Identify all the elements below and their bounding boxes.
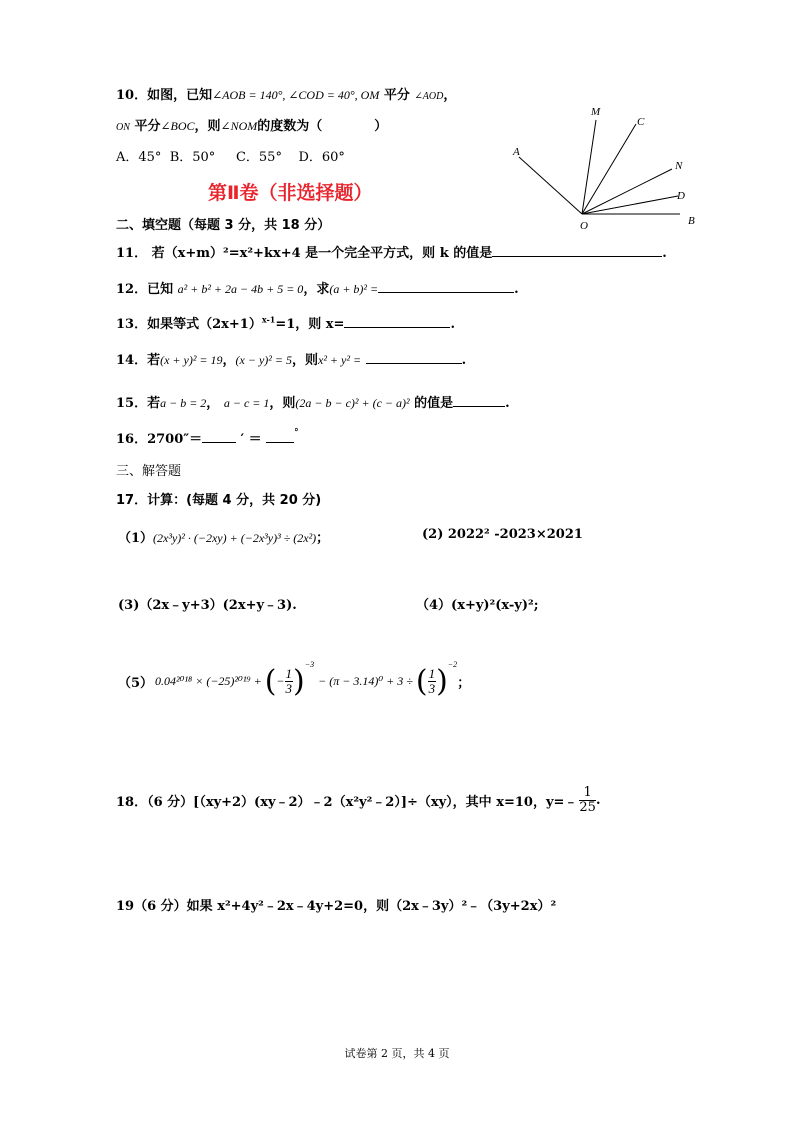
q17-part2: (2) 2022² -2023×2021 — [422, 527, 583, 542]
q16-minutes-blank[interactable] — [202, 430, 236, 443]
q14-eq2: (x − y)² = 5 — [235, 353, 292, 367]
q13-exponent: x-1 — [261, 314, 276, 325]
q13-end: . — [450, 317, 455, 332]
q10-then: ，则 — [194, 119, 221, 134]
label-c: C — [637, 116, 645, 128]
q17-part4: （4）(x+y)²(x-y)²; — [416, 598, 539, 613]
q12-ask: ，求 — [303, 282, 330, 297]
q17-part5 — [118, 660, 471, 699]
q18-end: . — [595, 793, 601, 808]
label-n: N — [675, 160, 683, 172]
q17-p5-expr-a: 0.04²⁰¹⁸ × (−25)²⁰¹⁹ + — [155, 674, 262, 688]
q16-degrees-blank[interactable] — [266, 430, 294, 443]
q17-p5-fraction-1 — [285, 667, 294, 696]
q11-answer-blank[interactable] — [492, 244, 662, 257]
q10-angle-aod: ∠AOD — [414, 91, 444, 102]
q17-p5-minus: − — [276, 674, 285, 688]
q14-then: ，则 — [291, 353, 318, 368]
fraction-numerator: 1 — [285, 666, 293, 681]
q14-eq1: (x + y)² = 19 — [160, 353, 223, 367]
q17-p5-label: （5） — [118, 676, 154, 691]
q17-part1 — [118, 527, 329, 546]
q11-number: 11． — [116, 246, 148, 261]
q15-eq2: a − c = 1 — [223, 396, 270, 410]
q17-p5-exponent-2: −2 — [447, 660, 458, 669]
label-a: A — [513, 146, 520, 158]
ray-od — [582, 196, 678, 214]
q12-expression: (a + b)² = — [329, 282, 379, 296]
q14-expression: x² + y² = — [318, 353, 362, 367]
q15-eq1: a − b = 2 — [160, 396, 207, 410]
left-paren: ( — [264, 664, 277, 699]
q10-comma: ， — [443, 88, 457, 103]
q16-minute-unit: ′ — [240, 432, 245, 447]
fraction-denominator: 3 — [285, 681, 293, 696]
q15-end: . — [505, 396, 510, 411]
part3-heading: 三、解答题 — [116, 464, 182, 479]
section-2-title: 第Ⅱ卷（非选择题） — [208, 182, 373, 204]
q10-line2 — [116, 115, 387, 134]
q10-close-paren: ） — [374, 119, 388, 134]
q15 — [116, 392, 510, 411]
fraction-denominator: 25 — [579, 800, 596, 815]
label-o: O — [580, 220, 588, 232]
label-m: M — [591, 106, 601, 118]
q16 — [116, 428, 299, 447]
fraction-numerator: 1 — [428, 666, 436, 681]
q18-text: 18．（6 分）[（xy+2）(xy﹣2）﹣2（x²y²﹣2）]÷（xy），其中 x=10，y=﹣ — [116, 795, 578, 810]
q15-sep: ， — [206, 396, 220, 411]
right-paren: ) — [293, 664, 305, 699]
page-footer: 试卷第 2 页，共 4 页 — [344, 1047, 450, 1060]
q14-answer-blank[interactable] — [366, 351, 462, 364]
q15-number: 15．若 — [116, 396, 161, 411]
ray-om — [582, 120, 596, 214]
q14-sep: ， — [222, 353, 236, 368]
q12 — [116, 278, 519, 297]
q14-number: 14．若 — [116, 353, 161, 368]
q12-end: . — [514, 282, 519, 297]
q15-expression: (2a − b − c)² + (c − a)² — [295, 396, 410, 410]
q10-angle-nom: ∠NOM — [220, 119, 258, 133]
q15-value-text: 的值是 — [414, 396, 454, 411]
q14 — [116, 349, 466, 368]
q18 — [116, 786, 600, 815]
q10-bisect-text-2: 平分 — [134, 119, 161, 134]
q11-text: 若（x+m）²=x²+kx+4 是一个完全平方式，则 k 的值是 — [151, 246, 493, 261]
q17-part3: (3)（2x﹣y+3）(2x+y﹣3). — [118, 598, 297, 613]
label-b: B — [688, 215, 695, 227]
q17-p5-end: ； — [457, 676, 471, 691]
q10-on: ON — [116, 122, 130, 133]
label-d: D — [677, 190, 685, 202]
q13 — [116, 313, 455, 332]
q13-answer-blank[interactable] — [344, 315, 450, 328]
part2-heading: 二、填空题（每题 3 分，共 18 分） — [116, 218, 331, 233]
angle-figure — [500, 98, 705, 233]
q17-p5-expr-b: − (π − 3.14)⁰ + 3 ÷ — [318, 674, 413, 688]
q10-options: A．45° B．50° C．55° D．60° — [116, 150, 345, 165]
ray-oa — [519, 157, 582, 214]
q10-angle-boc: ∠BOC — [160, 119, 195, 133]
q15-answer-blank[interactable] — [453, 394, 505, 407]
q17-p1-expression: (2x³y)² · (−2xy) + (−2x³y)³ ÷ (2x²) — [153, 531, 317, 545]
q17-p5-exponent-1: −3 — [304, 660, 315, 669]
q16-degree-unit: ° — [294, 428, 299, 438]
q10-angles: ∠AOB = 140°, ∠COD = 40°, OM — [212, 88, 380, 102]
q11-end: . — [662, 246, 667, 261]
right-paren-2: ) — [436, 664, 448, 699]
q17-p1-end: ； — [316, 531, 330, 546]
q18-fraction — [579, 786, 596, 815]
q11 — [116, 242, 667, 261]
q17-p1-label: （1） — [118, 531, 154, 546]
fraction-denominator: 3 — [428, 681, 436, 696]
q13-text: 13．如果等式（2x+1） — [116, 317, 262, 332]
q16-text: 16．2700″＝ — [116, 432, 203, 447]
q19: 19（6 分）如果 x²+4y²﹣2x﹣4y+2=0，则（2x﹣3y）²﹣（3y+2x）² — [116, 899, 557, 914]
q16-equals: ＝ — [248, 432, 262, 447]
fraction-numerator: 1 — [579, 786, 596, 801]
left-paren-2: ( — [415, 664, 428, 699]
q10-ask: 的度数为（ — [257, 119, 323, 134]
q12-number: 12．已知 — [116, 282, 174, 297]
q12-equation: a² + b² + 2a − 4b + 5 = 0 — [177, 282, 304, 296]
q10-bisect-text: 平分 — [383, 88, 410, 103]
q14-end: . — [461, 353, 467, 368]
q17-p5-fraction-2 — [428, 667, 437, 696]
q10-prefix: 10．如图，已知 — [116, 88, 213, 103]
q12-answer-blank[interactable] — [378, 280, 514, 293]
q15-then: ，则 — [269, 396, 296, 411]
q17-title: 17．计算：(每题 4 分，共 20 分) — [116, 493, 322, 508]
q10-line1 — [116, 84, 456, 103]
q13-text-2: =1，则 x= — [275, 317, 345, 332]
